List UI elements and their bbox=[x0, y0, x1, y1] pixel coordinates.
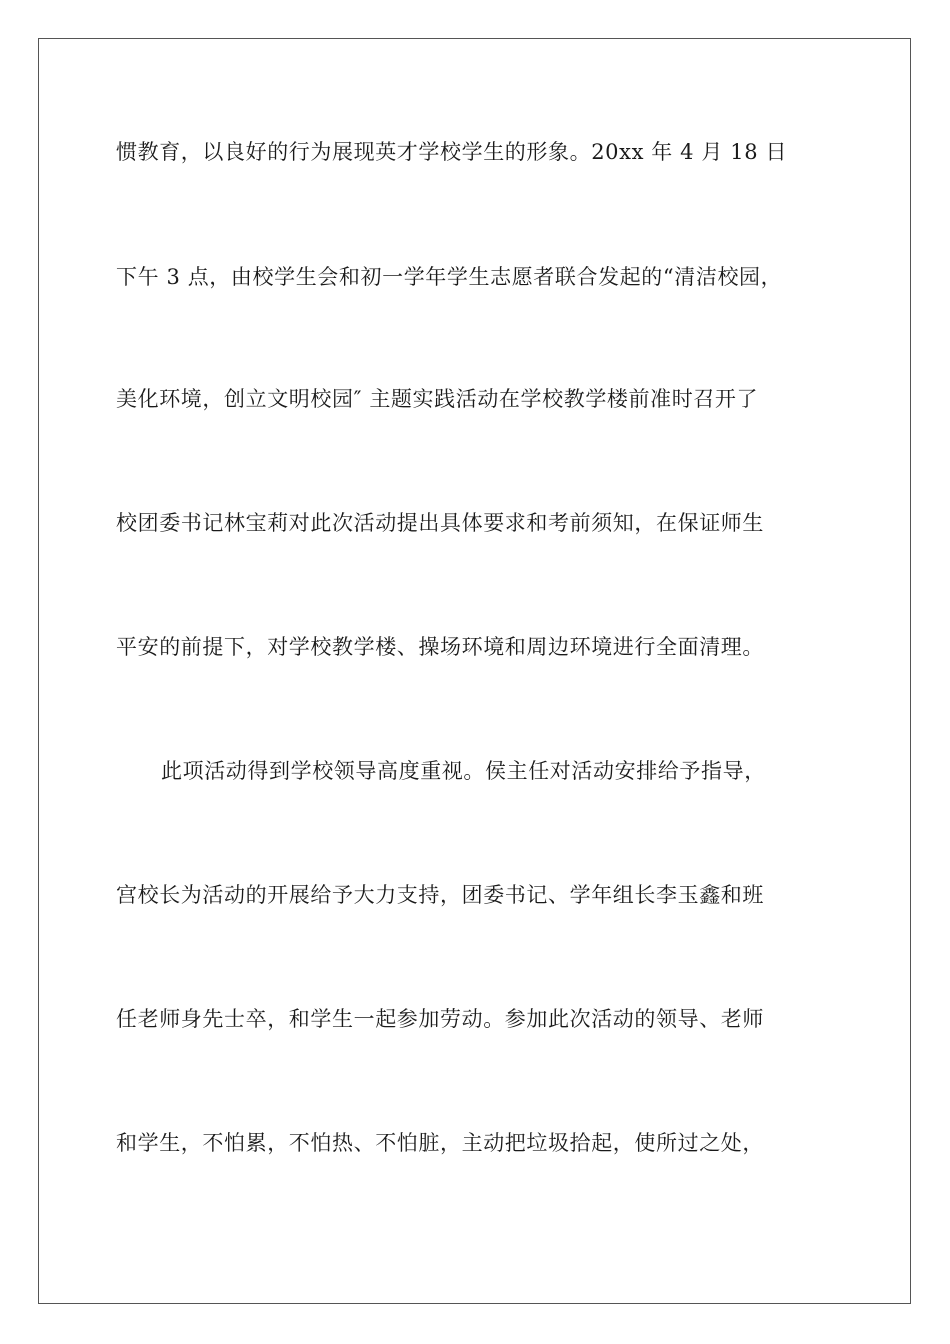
text-line-8: 任老师身先士卒，和学生一起参加劳动。参加此次活动的领导、老师 bbox=[116, 1007, 764, 1031]
text-line-2: 下午 3 点，由校学生会和初一学年学生志愿者联合发起的“清洁校园， bbox=[116, 265, 783, 289]
text-line-7: 宫校长为活动的开展给予大力支持，团委书记、学年组长李玉鑫和班 bbox=[116, 883, 764, 907]
text-line-3: 美化环境，创立文明校园″ 主题实践活动在学校教学楼前准时召开了 bbox=[116, 387, 759, 411]
paragraph-start-line: 此项活动得到学校领导高度重视。侯主任对活动安排给予指导， bbox=[161, 759, 766, 783]
text-line-1: 惯教育，以良好的行为展现英才学校学生的形象。20xx 年 4 月 18 日 bbox=[116, 140, 788, 164]
text-line-9: 和学生，不怕累，不怕热、不怕脏，主动把垃圾拾起，使所过之处， bbox=[116, 1131, 764, 1155]
text-line-5: 平安的前提下，对学校教学楼、操场环境和周边环境进行全面清理。 bbox=[116, 635, 764, 659]
text-line-4: 校团委书记林宝莉对此次活动提出具体要求和考前须知，在保证师生 bbox=[116, 511, 764, 535]
page-frame bbox=[38, 38, 911, 1304]
